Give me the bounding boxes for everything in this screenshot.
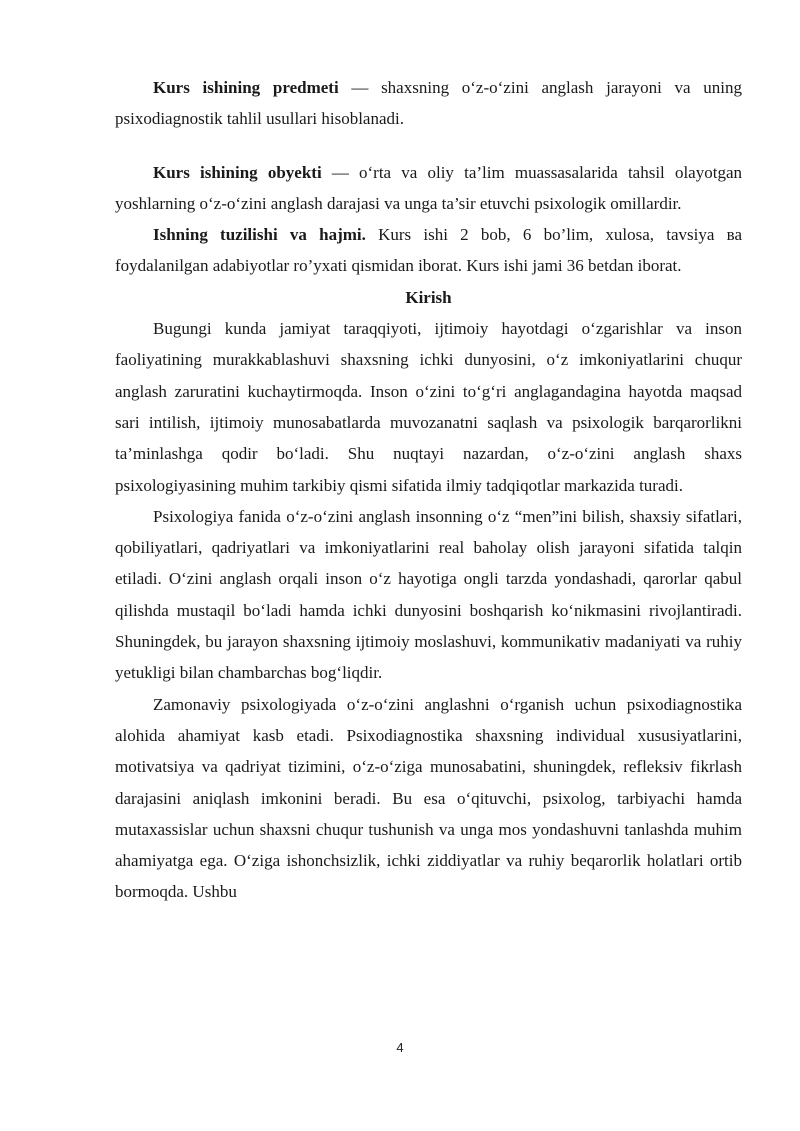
paragraph-predmet-text: — shaxsning o‘z-o‘zini anglash jarayoni va uning psixodiagnostik tahlil usullari hisoblanadi.: [115, 78, 742, 129]
body-paragraph: Psixologiya fanida o‘z-o‘zini anglash insonning o‘z “men”ini bilish, shaxsiy sifatlari, qobiliyatlari, qadriyatlari va imkoniyatlarini real baholay olish jarayoni sifatida talqin etiladi. O‘zini anglash orqali inson o‘z hayotiga ongli tarzda yondashadi, qarorlar qabul qilishda mustaqil bo‘ladi hamda ichki dunyosini boshqarish ko‘nikmasini rivojlantiradi. Shuningdek, bu jarayon shaxsning ijtimoiy moslashuvi, kommunikativ madaniyati va ruhiy yetukligi bilan chambarchas bog‘liqdir.: [115, 506, 742, 683]
paragraph-obyekt: [115, 157, 742, 220]
paragraph-tuzilishi: [115, 219, 742, 282]
page-number: 4: [396, 1040, 404, 1055]
paragraph-predmet-lead: Kurs ishining predmeti: [153, 78, 339, 97]
paragraph-obyekt-lead: Kurs ishining obyekti: [153, 162, 322, 182]
paragraph-tuzilishi-lead: Ishning tuzilishi va hajmi.: [153, 225, 366, 245]
paragraph-gap: [115, 135, 742, 157]
body-paragraph: Bugungi kunda jamiyat taraqqiyoti, ijtimoiy hayotdagi o‘zgarishlar va inson faoliyatining murakkablashuvi shaxsning ichki dunyosini, o‘z imkoniyatlarini chuqur anglash zaruratini kuchaytirmoqda. Inson o‘zini to‘g‘ri anglagandagina hayotda maqsad sari intilish, ijtimoiy munosabatlarda muvozanatni saqlash va psixologik barqarorlikni ta’minlashga qodir bo‘ladi. Shu nuqtayi nazardan, o‘z-o‘zini anglash shaxs psixologiyasining muhim tarkibiy qismi sifatida ilmiy tadqiqotlar markazida turadi.: [115, 319, 742, 495]
section-title: Kirish: [405, 287, 452, 307]
paragraph-predmet: [115, 72, 742, 135]
paragraph-tuzilishi-text: Kurs ishi 2 bob, 6 bo’lim, xulosa, tavsiya ва foydalanilgan adabiyotlar ro’yxati qismidan iborat. Kurs ishi jami 36 betdan iborat.: [115, 225, 742, 276]
paragraph-obyekt-text: — o‘rta va oliy ta’lim muassasalarida tahsil olayotgan yoshlarning o‘z-o‘zini anglash darajasi va unga ta’sir etuvchi psixologik omillardir.: [115, 162, 742, 213]
body-paragraph: Zamonaviy psixologiyada o‘z-o‘zini anglashni o‘rganish uchun psixodiagnostika alohida ahamiyat kasb etadi. Psixodiagnostika shaxsning individual xususiyatlarini, motivatsiya va qadriyat tizimini, o‘z-o‘ziga munosabatini, shuningdek, refleksiv fikrlash darajasini aniqlash imkonini beradi. Bu esa o‘qituvchi, psixolog, tarbiyachi hamda mutaxassislar uchun shaxsni chuqur tushunish va unga mos yondashuvni tanlashda muhim ahamiyatga ega. O‘ziga ishonchsizlik, ichki ziddiyatlar va ruhiy beqarorlik holatlari ortib bormoqda. Ushbu: [115, 694, 742, 902]
document-page: [115, 72, 742, 908]
